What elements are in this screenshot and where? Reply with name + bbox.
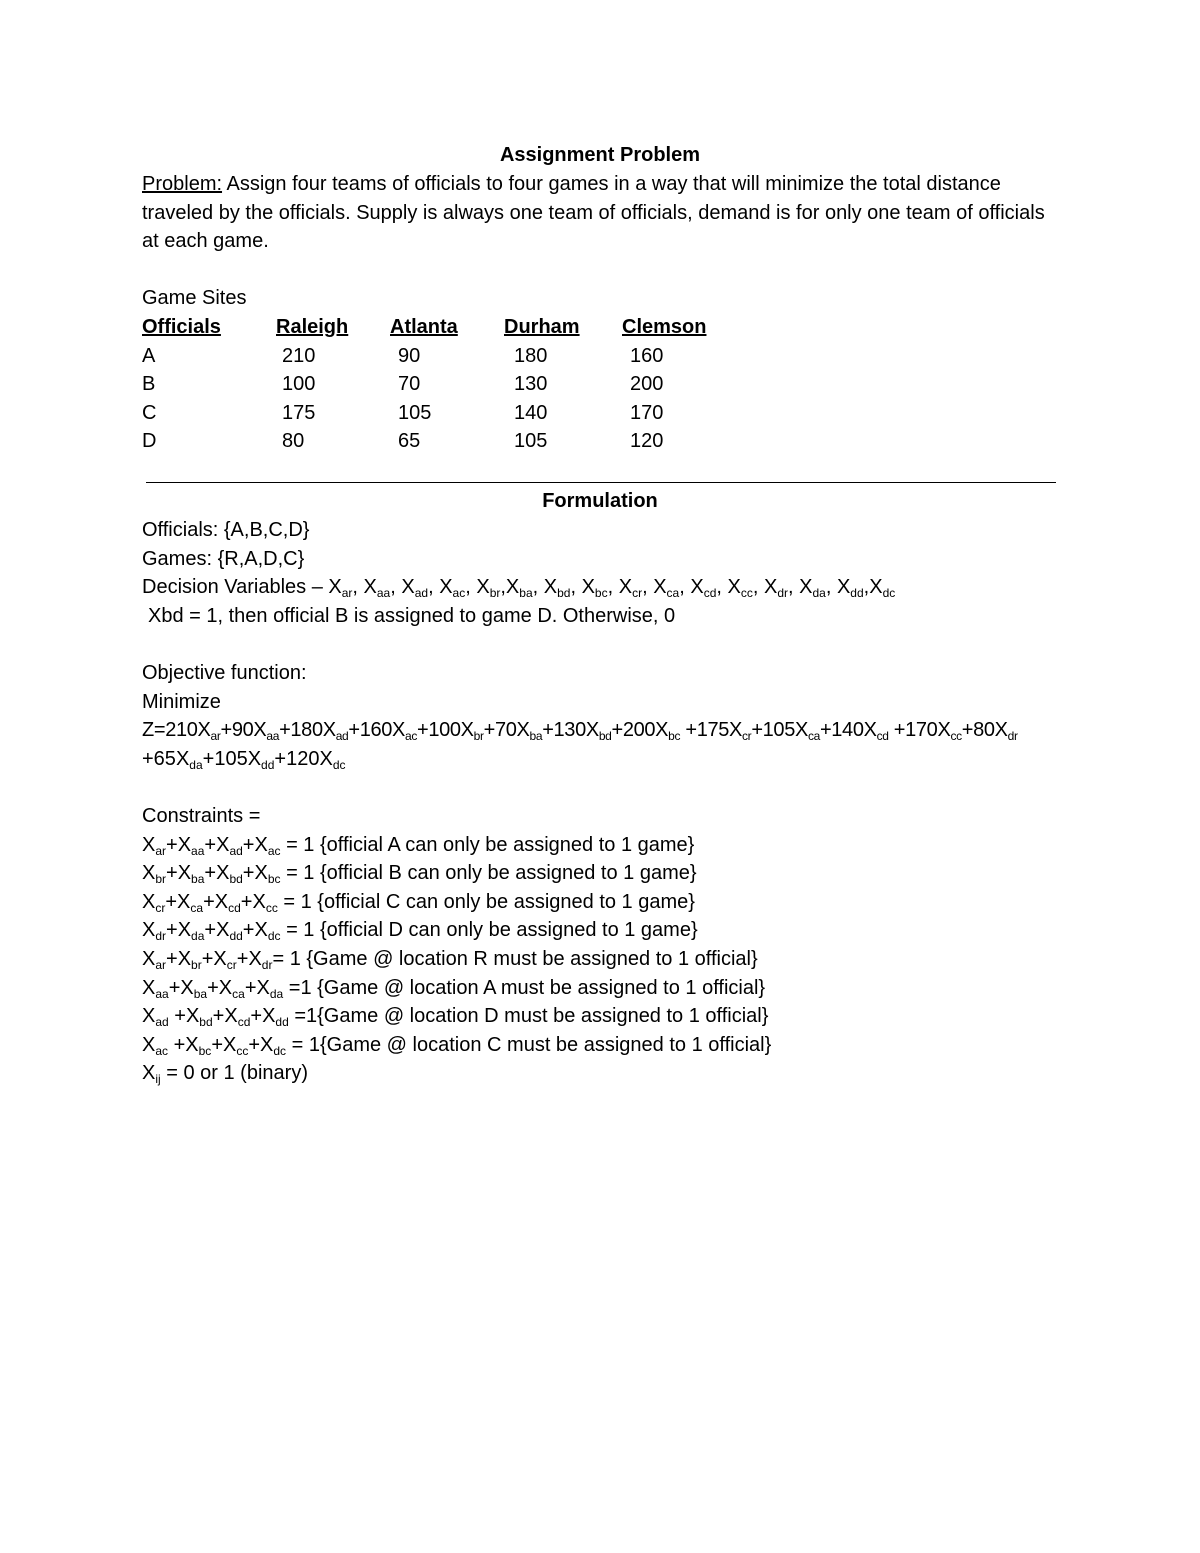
table-row: [142, 427, 1058, 456]
table-cell: 90: [398, 344, 421, 367]
table-row: [142, 342, 1058, 371]
decision-variable-example: Xbd = 1, then official B is assigned to game D. Otherwise, 0: [148, 604, 676, 627]
constraint-line: $X_{aa}+X_{ba}+X_{ca}+X_{da} =1$ {Game @ location A must be assigned to 1 official}: [142, 976, 766, 1001]
table-caption: Game Sites: [142, 287, 247, 310]
constraint-line: $X_{dr}+X_{da}+X_{dd}+X_{dc} = 1$ {official D can only be assigned to 1 game}: [142, 919, 698, 944]
table-cell: 200: [630, 373, 664, 396]
table-cell: 105: [514, 430, 548, 453]
table-row: [142, 399, 1058, 428]
table-cell: 180: [514, 344, 548, 367]
constraint-line: $X_{cr}+X_{ca}+X_{cd}+X_{cc} = 1$ {official C can only be assigned to 1 game}: [142, 890, 695, 915]
objective-line-2: $+65X_{da}+105X_{dd}+120X_{dc}$: [142, 747, 346, 772]
constraint-line: $X_{ad} +X_{bd}+X_{cd}+X_{dd}$ =1{Game @ location D must be assigned to 1 official}: [142, 1005, 769, 1030]
problem-text: Assign four teams of officials to four games in a way that will minimize the total distance traveled by the officials. Supply is always one team of officials, demand is for only one team of officials at each game.: [142, 173, 1045, 253]
table-cell: 170: [630, 401, 664, 424]
table-cell: 100: [282, 373, 316, 396]
distance-table: [142, 313, 1058, 456]
table-cell: C: [142, 401, 157, 424]
formulation-heading: Formulation: [542, 490, 658, 512]
constraint-line: $X_{ac} +X_{bc}+X_{cc}+X_{dc}$ = 1{Game @ location C must be assigned to 1 official}: [142, 1033, 772, 1058]
minimize-label: Minimize: [142, 690, 221, 713]
table-cell: A: [142, 344, 156, 367]
games-set: Games: {R,A,D,C}: [142, 547, 305, 570]
table-cell: 105: [398, 401, 432, 424]
table-cell: 70: [398, 373, 421, 396]
constraints-label: Constraints =: [142, 804, 261, 827]
header-atlanta: Atlanta: [390, 315, 458, 338]
header-durham: Durham: [504, 315, 580, 338]
header-raleigh: Raleigh: [276, 315, 349, 338]
table-cell: 175: [282, 401, 316, 424]
decision-variables: [142, 573, 1058, 602]
table-cell: 120: [630, 430, 664, 453]
table-cell: 130: [514, 373, 548, 396]
binary-constraint: $X_{ij} = 0$ or 1 (binary): [142, 1062, 308, 1087]
decision-variables-label: Decision Variables –: [142, 576, 329, 599]
objective-line-1: $Z=210X_{ar}+90X_{aa}+180X_{ad}+160X_{ac}+100X_{br}+70X_{ba}+130X_{bd}+200X_{bc} +175X_{cr}+105X_{ca}+140X_{cd} +170X_{cc}+80X_{dr}$: [142, 719, 1018, 744]
problem-section: [142, 140, 1058, 456]
section-divider: [146, 482, 1056, 483]
officials-set: Officials: {A,B,C,D}: [142, 519, 310, 541]
constraint-line: $X_{ar}+X_{br}+X_{cr}+X_{dr}= 1$ {Game @ location R must be assigned to 1 official}: [142, 947, 758, 972]
table-cell: B: [142, 373, 156, 396]
table-cell: 140: [514, 401, 548, 424]
table-row: [142, 370, 1058, 399]
table-cell: 65: [398, 430, 421, 453]
header-officials: Officials: [142, 315, 221, 338]
decision-variables-list: $X_{ar}$, $X_{aa}$, $X_{ad}$, $X_{ac}$, $X_{br},X_{ba}$, $X_{bd}$, $X_{bc}$, $X_{cr}$, $X_{ca}$, $X_{cd}$, $X_{cc}$, $X_{dr}$, $X_{da}$, $X_{dd},X_{dc}$: [328, 576, 896, 601]
table-cell: 210: [282, 344, 316, 367]
formulation-section: [142, 486, 1058, 1088]
table-cell: D: [142, 430, 157, 453]
document-title: Assignment Problem: [499, 144, 701, 166]
problem-label: Problem:: [142, 173, 223, 195]
table-cell: 160: [630, 344, 664, 367]
problem-statement: [142, 170, 1058, 256]
table-header-row: [142, 313, 1058, 342]
header-clemson: Clemson: [622, 315, 707, 338]
constraint-line: $X_{ar}+X_{aa}+X_{ad}+X_{ac} = 1$ {official A can only be assigned to 1 game}: [142, 833, 695, 858]
objective-label: Objective function:: [142, 661, 307, 684]
table-cell: 80: [282, 430, 305, 453]
constraint-line: $X_{br}+X_{ba}+X_{bd}+X_{bc} = 1$ {official B can only be assigned to 1 game}: [142, 862, 697, 887]
